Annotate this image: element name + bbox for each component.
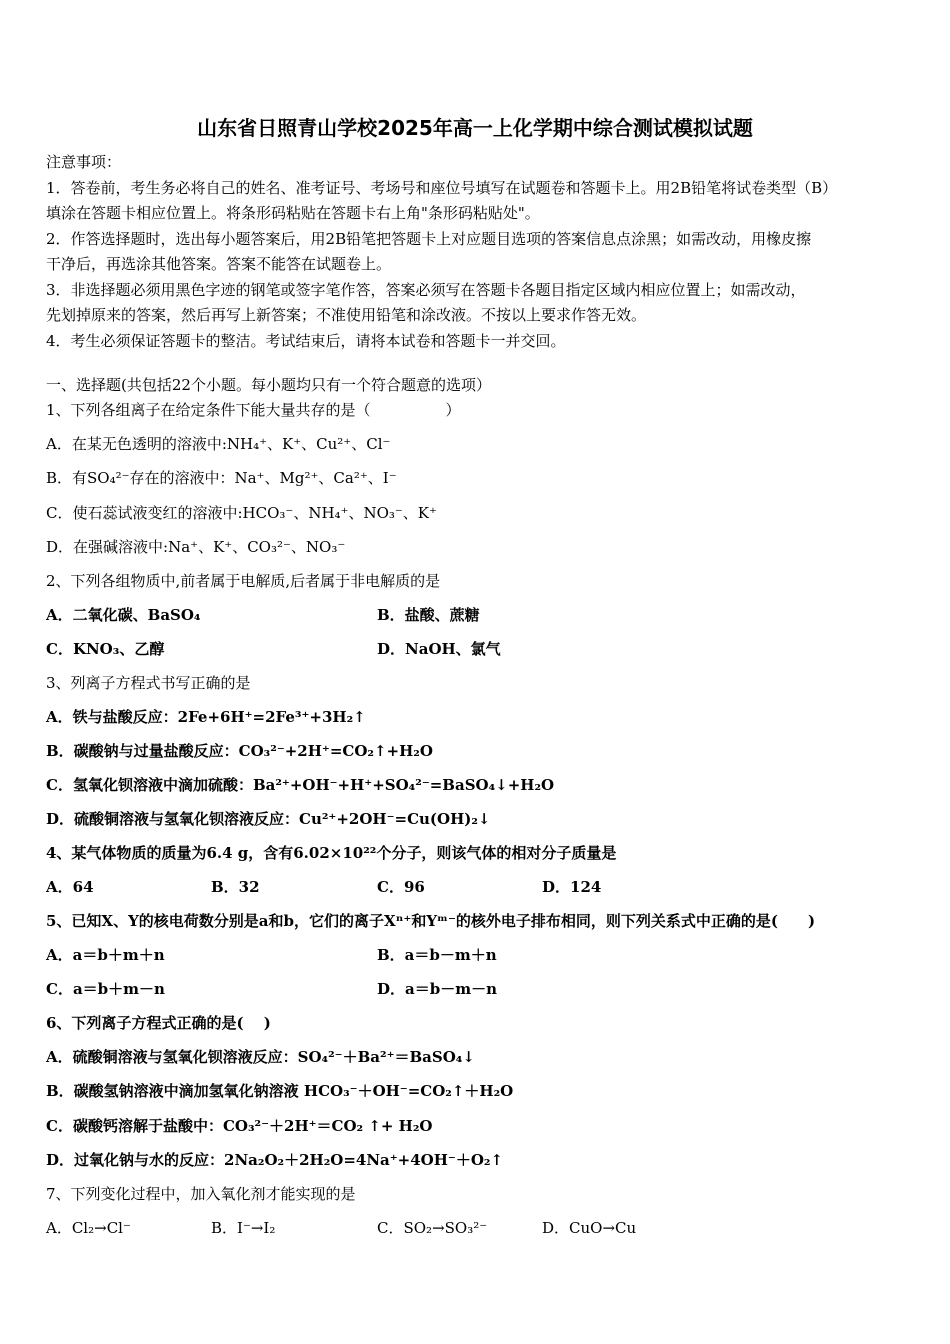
option-a: A．二氧化碳、BaSO₄ bbox=[46, 606, 201, 624]
option-d: D．NaOH、氯气 bbox=[377, 640, 501, 658]
option-c: C．a＝b＋m－n bbox=[46, 980, 165, 998]
question-stem: 2、下列各组物质中,前者属于电解质,后者属于非电解质的是 bbox=[46, 572, 441, 590]
notes-line: 干净后，再选涂其他答案。答案不能答在试题卷上。 bbox=[46, 255, 392, 273]
option-c: C．使石蕊试液变红的溶液中:HCO₃⁻、NH₄⁺、NO₃⁻、K⁺ bbox=[46, 504, 437, 522]
option-b: B．32 bbox=[211, 878, 260, 896]
option-b: B．碳酸氢钠溶液中滴加氢氧化钠溶液 HCO₃⁻＋OH⁻=CO₂↑＋H₂O bbox=[46, 1082, 514, 1100]
option-a: A．64 bbox=[46, 878, 94, 896]
option-b: B．a＝b－m＋n bbox=[377, 946, 497, 964]
question-stem: 4、某气体物质的质量为6.4 g，含有6.02×10²²个分子，则该气体的相对分子质量是 bbox=[46, 844, 617, 862]
question-stem: 5、已知X、Y的核电荷数分别是a和b，它们的离子Xⁿ⁺和Yᵐ⁻的核外电子排布相同，则下列关系式中正确的是( ) bbox=[46, 912, 816, 930]
option-a: A．Cl₂→Cl⁻ bbox=[46, 1219, 131, 1237]
option-b: B．碳酸钠与过量盐酸反应：CO₃²⁻+2H⁺=CO₂↑+H₂O bbox=[46, 742, 433, 760]
option-a: A．铁与盐酸反应：2Fe+6H⁺=2Fe³⁺+3H₂↑ bbox=[46, 708, 366, 726]
question-stem: 7、下列变化过程中，加入氧化剂才能实现的是 bbox=[46, 1185, 356, 1203]
page-title: 山东省日照青山学校2025年高一上化学期中综合测试模拟试题 bbox=[197, 116, 753, 140]
option-d: D．过氧化钠与水的反应：2Na₂O₂＋2H₂O=4Na⁺+4OH⁻＋O₂↑ bbox=[46, 1151, 504, 1169]
option-c: C．KNO₃、乙醇 bbox=[46, 640, 165, 658]
option-b: B．I⁻→I₂ bbox=[211, 1219, 276, 1237]
option-c: C．氢氧化钡溶液中滴加硫酸：Ba²⁺+OH⁻+H⁺+SO₄²⁻=BaSO₄↓+H₂O bbox=[46, 776, 555, 794]
notes-line: 2．作答选择题时，选出每小题答案后，用2B铅笔把答题卡上对应题目选项的答案信息点涂黑；如需改动，用橡皮擦 bbox=[46, 229, 812, 248]
option-c: C．SO₂→SO₃²⁻ bbox=[377, 1219, 488, 1237]
question-stem: 6、下列离子方程式正确的是( ) bbox=[46, 1014, 271, 1032]
option-b: B．盐酸、蔗糖 bbox=[377, 606, 480, 624]
notes-block bbox=[46, 150, 906, 354]
notes-heading: 注意事项： bbox=[46, 153, 122, 171]
option-b: B．有SO₄²⁻存在的溶液中：Na⁺、Mg²⁺、Ca²⁺、I⁻ bbox=[46, 469, 397, 487]
option-a: A．在某无色透明的溶液中:NH₄⁺、K⁺、Cu²⁺、Cl⁻ bbox=[46, 435, 391, 453]
option-d: D．124 bbox=[542, 878, 602, 896]
option-a: A．硫酸铜溶液与氢氧化钡溶液反应：SO₄²⁻＋Ba²⁺＝BaSO₄↓ bbox=[46, 1048, 475, 1066]
question-stem: 3、列离子方程式书写正确的是 bbox=[46, 674, 251, 692]
notes-line: 1．答卷前，考生务必将自己的姓名、准考证号、考场号和座位号填写在试题卷和答题卡上。用2B铅笔将试卷类型（B） bbox=[46, 178, 838, 197]
section-heading: 一、选择题(共包括22个小题。每小题均只有一个符合题意的选项） bbox=[46, 376, 491, 394]
option-a: A．a＝b＋m＋n bbox=[46, 946, 165, 964]
option-d: D．a＝b－m－n bbox=[377, 980, 497, 998]
notes-line: 先划掉原来的答案，然后再写上新答案；不准使用铅笔和涂改液。不按以上要求作答无效。 bbox=[46, 306, 647, 324]
notes-line: 4．考生必须保证答题卡的整洁。考试结束后，请将本试卷和答题卡一并交回。 bbox=[46, 331, 566, 350]
option-d: D．CuO→Cu bbox=[542, 1219, 637, 1237]
option-d: D．硫酸铜溶液与氢氧化钡溶液反应：Cu²⁺+2OH⁻=Cu(OH)₂↓ bbox=[46, 810, 491, 828]
option-d: D．在强碱溶液中:Na⁺、K⁺、CO₃²⁻、NO₃⁻ bbox=[46, 538, 346, 556]
notes-line: 填涂在答题卡相应位置上。将条形码粘贴在答题卡右上角"条形码粘贴处"。 bbox=[46, 204, 540, 222]
notes-line: 3．非选择题必须用黑色字迹的钢笔或签字笔作答，答案必须写在答题卡各题目指定区域内相应位置上；如需改动， bbox=[46, 280, 806, 299]
question-stem: 1、下列各组离子在给定条件下能大量共存的是（ ） bbox=[46, 401, 461, 419]
option-c: C．96 bbox=[377, 878, 425, 896]
option-c: C．碳酸钙溶解于盐酸中：CO₃²⁻＋2H⁺＝CO₂ ↑+ H₂O bbox=[46, 1117, 433, 1135]
